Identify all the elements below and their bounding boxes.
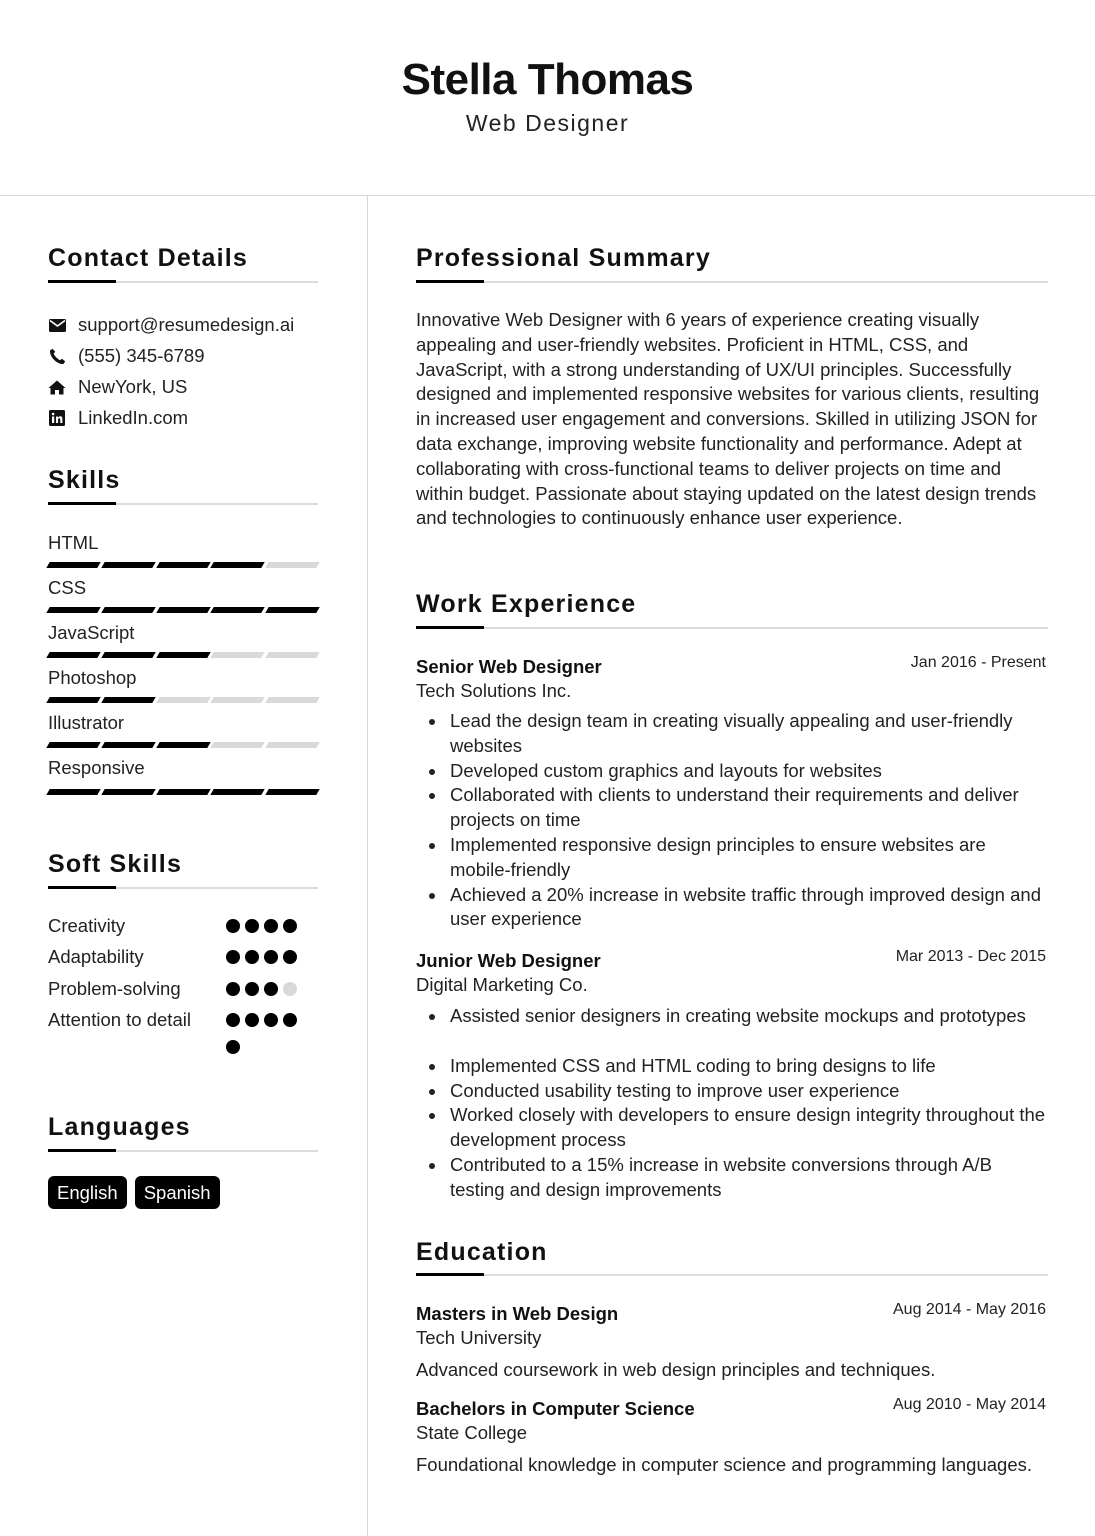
list-item: Implemented CSS and HTML coding to bring designs to life <box>416 1054 1048 1079</box>
soft-skill-dots <box>226 950 297 964</box>
skill-level-segment <box>101 789 155 795</box>
skill-level-segment <box>156 652 210 658</box>
contact-location <box>48 375 187 399</box>
education-heading: Education <box>416 1238 548 1266</box>
skill-level-segment <box>101 562 155 568</box>
soft-skill-name: Adaptability <box>48 946 144 967</box>
skill-level-segment <box>211 607 265 613</box>
contact-phone-text: (555) 345-6789 <box>78 345 205 366</box>
skill-level-segment <box>211 697 265 703</box>
skill-level-segment <box>46 562 100 568</box>
school-name: Tech University <box>416 1327 542 1348</box>
skill-level-bar <box>48 789 318 795</box>
list-item: Collaborated with clients to understand their requirements and deliver projects on time <box>416 783 1048 833</box>
summary-heading: Professional Summary <box>416 244 711 272</box>
soft-skill-dot <box>245 982 259 996</box>
soft-skills-rule <box>48 887 318 889</box>
soft-skill-dot <box>245 919 259 933</box>
skill-level-segment <box>211 652 265 658</box>
soft-skill-dot <box>283 982 297 996</box>
candidate-title: Web Designer <box>465 110 630 136</box>
contact-location-text: NewYork, US <box>78 376 188 397</box>
skill-level-segment <box>101 652 155 658</box>
job-dates: Mar 2013 - Dec 2015 <box>895 948 1046 965</box>
soft-skill-dot <box>226 1013 240 1027</box>
list-item: Worked closely with developers to ensure design integrity throughout the development process <box>416 1103 1048 1153</box>
skill-level-bar <box>48 607 318 613</box>
soft-skill-dot <box>283 1013 297 1027</box>
skill-level-segment <box>265 607 319 613</box>
skills-rule <box>48 503 318 505</box>
soft-skill-name: Problem-solving <box>48 978 181 999</box>
skill-level-bar <box>48 652 318 658</box>
job-title: Junior Web Designer <box>416 950 601 971</box>
soft-skill-name: Creativity <box>48 915 126 936</box>
soft-skill-dot <box>264 1013 278 1027</box>
list-item: Assisted senior designers in creating website mockups and prototypes <box>416 1004 1048 1029</box>
soft-skill-name: Attention to detail <box>48 1009 191 1030</box>
contact-linkedin[interactable] <box>48 406 188 430</box>
degree-description: Foundational knowledge in computer science and programming languages. <box>416 1454 1033 1475</box>
list-item: Achieved a 20% increase in website traffic through improved design and user experience <box>416 883 1048 933</box>
phone-icon <box>48 347 66 365</box>
list-item: Conducted usability testing to improve user experience <box>416 1079 1048 1104</box>
soft-skill-dots <box>226 982 297 996</box>
education-rule <box>416 1274 1048 1276</box>
degree-title: Bachelors in Computer Science <box>416 1398 695 1419</box>
list-item: Developed custom graphics and layouts for websites <box>416 759 1048 784</box>
skill-level-segment <box>211 562 265 568</box>
list-item: Contributed to a 15% increase in website conversions through A/B testing and design improvements <box>416 1153 1048 1203</box>
skill-level-segment <box>46 652 100 658</box>
skill-level-segment <box>46 697 100 703</box>
skill-level-bar <box>48 562 318 568</box>
skill-level-segment <box>46 789 100 795</box>
soft-skills-heading: Soft Skills <box>48 850 183 878</box>
degree-title: Masters in Web Design <box>416 1303 619 1324</box>
soft-skill-dot <box>245 1013 259 1027</box>
job-dates: Jan 2016 - Present <box>910 654 1046 671</box>
list-item: Lead the design team in creating visually appealing and user-friendly websites <box>416 709 1048 759</box>
degree-description: Advanced coursework in web design principles and techniques. <box>416 1359 936 1380</box>
skill-name: CSS <box>48 577 87 598</box>
skill-name: Illustrator <box>48 712 125 733</box>
skills-heading: Skills <box>48 466 121 494</box>
skill-level-bar <box>48 697 318 703</box>
contact-linkedin-text: LinkedIn.com <box>78 407 189 428</box>
job-bullets <box>416 709 1048 932</box>
skill-level-segment <box>101 697 155 703</box>
skill-level-segment <box>156 789 210 795</box>
skill-level-segment <box>46 607 100 613</box>
languages-heading: Languages <box>48 1113 191 1141</box>
skill-level-segment <box>265 697 319 703</box>
summary-rule <box>416 281 1048 283</box>
skill-level-bar <box>48 742 318 748</box>
candidate-name: Stella Thomas <box>401 55 694 104</box>
soft-skill-dot <box>264 919 278 933</box>
soft-skill-dot <box>226 982 240 996</box>
skill-level-segment <box>211 789 265 795</box>
soft-skill-dots <box>226 1013 306 1054</box>
skill-name: JavaScript <box>48 622 135 643</box>
job-title: Senior Web Designer <box>416 656 602 677</box>
soft-skill-dot <box>283 919 297 933</box>
skill-level-segment <box>265 742 319 748</box>
envelope-icon <box>48 316 66 334</box>
linkedin-icon <box>48 409 66 427</box>
skill-level-segment <box>156 742 210 748</box>
job-bullets <box>416 1004 1048 1203</box>
skill-name: Photoshop <box>48 667 137 688</box>
language-badge-english: English <box>48 1176 127 1209</box>
skill-level-segment <box>156 607 210 613</box>
skill-name: Responsive <box>48 757 145 778</box>
soft-skill-dot <box>264 982 278 996</box>
skill-level-segment <box>265 789 319 795</box>
contact-rule <box>48 281 318 283</box>
skill-level-segment <box>265 562 319 568</box>
skill-name: HTML <box>48 532 99 553</box>
job-company: Digital Marketing Co. <box>416 974 588 995</box>
contact-email-text: support@resumedesign.ai <box>78 314 295 335</box>
degree-dates: Aug 2010 - May 2014 <box>893 1396 1046 1413</box>
summary-text: Innovative Web Designer with 6 years of experience creating visually appealing and user-friendly websites. Proficient in HTML, CSS, and JavaScript, with a strong understanding of UX/UI principles. Successfully designed and implemented responsive websites for various clients, resulting in increased user engagement and conversions. Skilled in utilizing JSON for data exchange, improving website functionality and performance. Adept at collaborating with cross-functional teams to deliver projects on time and within budget. Passionate about staying updated on the latest design trends and technologies to continuously enhance user experience. <box>416 309 1040 529</box>
home-icon <box>48 378 66 396</box>
soft-skill-dot <box>226 950 240 964</box>
degree-dates: Aug 2014 - May 2016 <box>893 1301 1046 1318</box>
experience-heading: Work Experience <box>416 590 637 618</box>
contact-phone[interactable] <box>48 344 205 368</box>
soft-skill-dot <box>264 950 278 964</box>
resume-header <box>0 0 1095 196</box>
skill-level-segment <box>265 652 319 658</box>
column-divider <box>367 196 368 1536</box>
contact-email[interactable] <box>48 313 294 337</box>
language-list <box>48 1176 220 1209</box>
language-badge-spanish: Spanish <box>135 1176 220 1209</box>
skill-level-segment <box>156 562 210 568</box>
skill-level-segment <box>46 742 100 748</box>
soft-skill-dot <box>283 950 297 964</box>
languages-rule <box>48 1150 318 1152</box>
contact-heading: Contact Details <box>48 244 248 272</box>
soft-skill-dot <box>226 1040 240 1054</box>
skill-level-segment <box>211 742 265 748</box>
skill-level-segment <box>101 607 155 613</box>
soft-skill-dots <box>226 919 297 933</box>
skill-level-segment <box>156 697 210 703</box>
school-name: State College <box>416 1422 528 1443</box>
list-item: Implemented responsive design principles to ensure websites are mobile-friendly <box>416 833 1048 883</box>
skill-level-segment <box>101 742 155 748</box>
job-company: Tech Solutions Inc. <box>416 680 572 701</box>
experience-rule <box>416 627 1048 629</box>
soft-skill-dot <box>245 950 259 964</box>
soft-skill-dot <box>226 919 240 933</box>
